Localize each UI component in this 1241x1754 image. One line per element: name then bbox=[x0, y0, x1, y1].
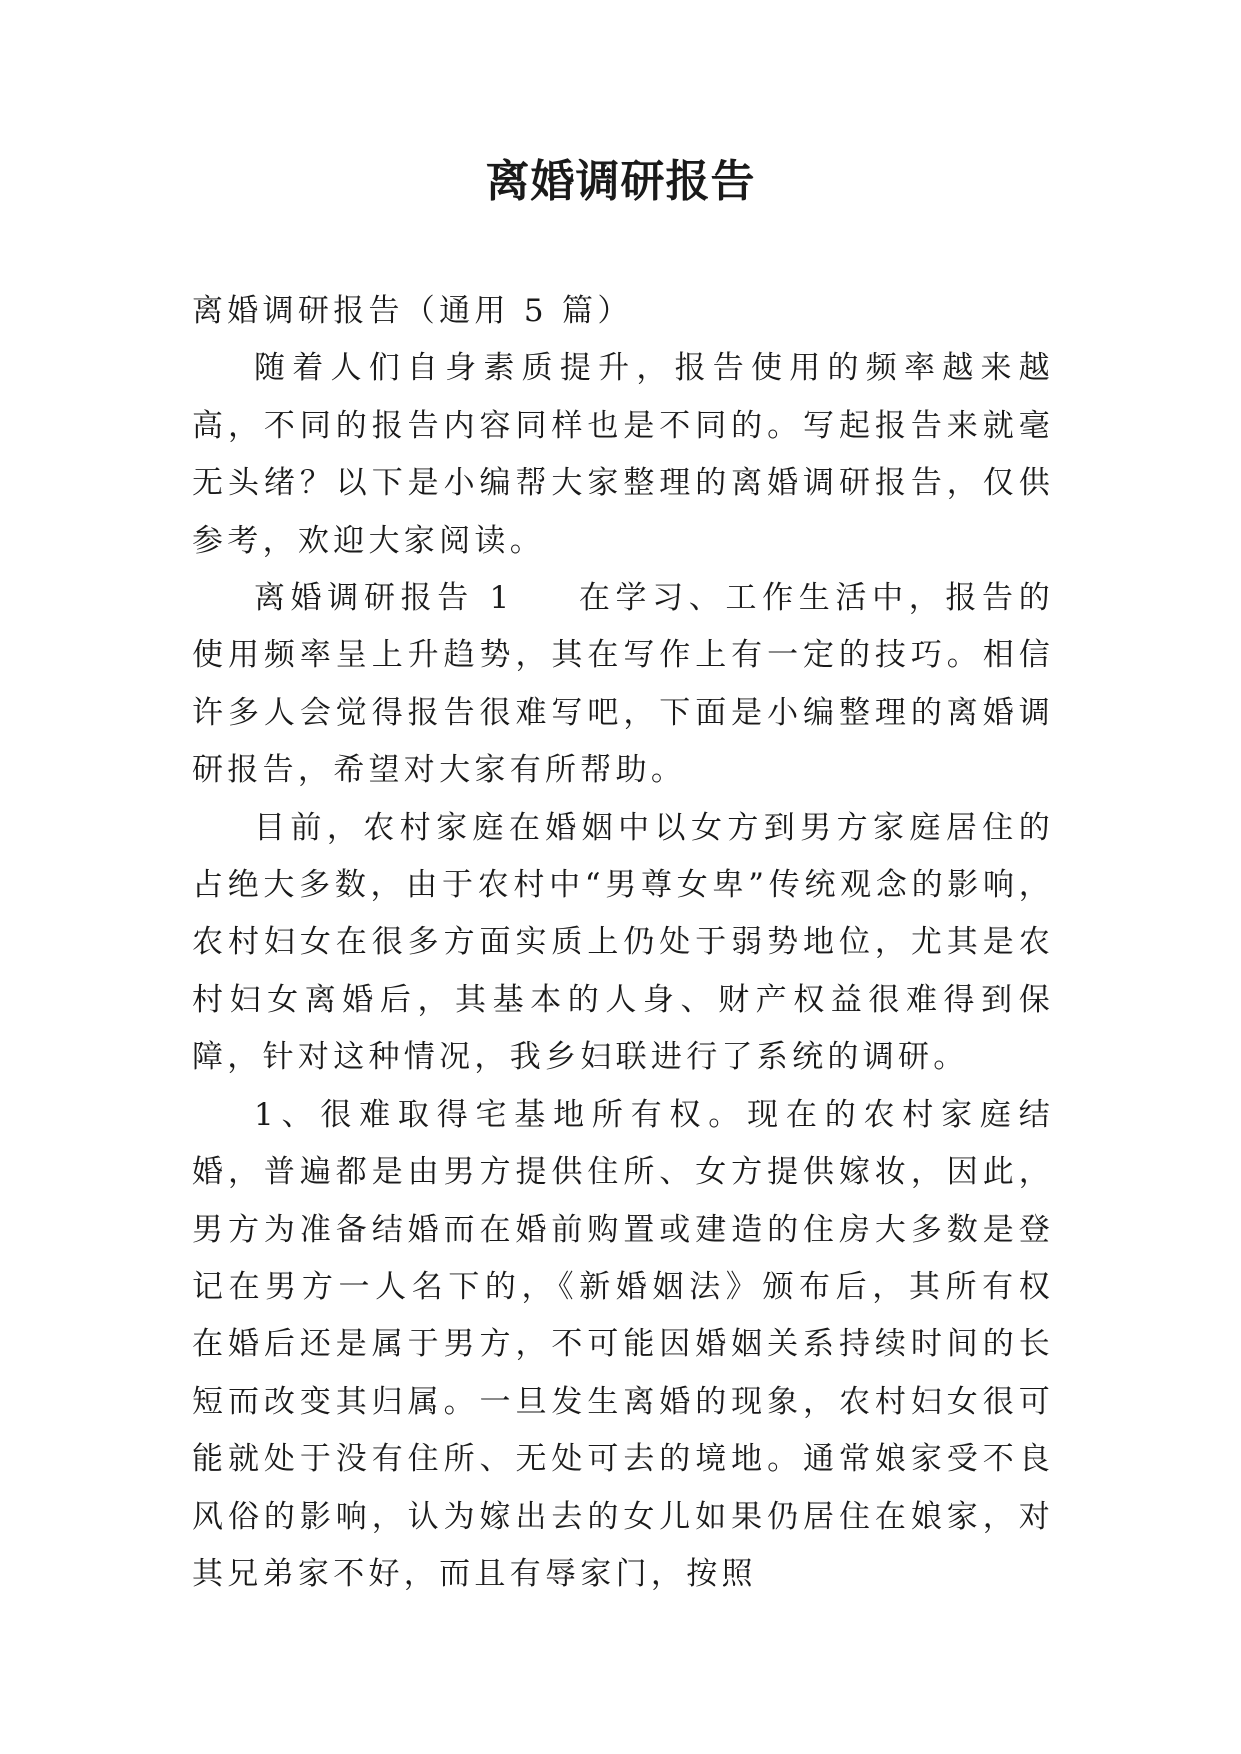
section-1-text: 在学习、工作生活中，报告的使用频率呈上升趋势，其在写作上有一定的技巧。相信许多人会觉得报告很难写吧，下面是小编整理的离婚调研报告，希望对大家有所帮助。 bbox=[192, 580, 1054, 789]
section-1-paragraph bbox=[192, 570, 1054, 800]
document-title: 离婚调研报告 bbox=[485, 156, 756, 207]
paragraph-current-situation: 目前，农村家庭在婚姻中以女方到男方家庭居住的占绝大多数，由于农村中“男尊女卑”传统观念的影响，农村妇女在很多方面实质上仍处于弱势地位，尤其是农村妇女离婚后，其基本的人身、财产权益很难得到保障，针对这种情况，我乡妇联进行了系统的调研。 bbox=[192, 809, 1054, 1076]
document-subtitle: 离婚调研报告（通用 5 篇） bbox=[192, 293, 633, 329]
intro-paragraph: 随着人们自身素质提升，报告使用的频率越来越高，不同的报告内容同样也是不同的。写起报告来就毫无头绪？以下是小编帮大家整理的离婚调研报告，仅供参考，欢迎大家阅读。 bbox=[192, 350, 1054, 559]
paragraph-homestead: 1、很难取得宅基地所有权。现在的农村家庭结婚，普遍都是由男方提供住所、女方提供嫁妆，因此，男方为准备结婚而在婚前购置或建造的住房大多数是登记在男方一人名下的，《新婚姻法》颁布后，其所有权在婚后还是属于男方，不可能因婚姻关系持续时间的长短而改变其归属。一旦发生离婚的现象，农村妇女很可能就处于没有住所、无处可去的境地。通常娘家受不良风俗的影响，认为嫁出去的女儿如果仍居住在娘家，对其兄弟家不好，而且有辱家门，按照 bbox=[192, 1096, 1054, 1592]
document-body bbox=[192, 283, 1054, 1603]
section-1-heading: 离婚调研报告 1 bbox=[254, 580, 514, 617]
